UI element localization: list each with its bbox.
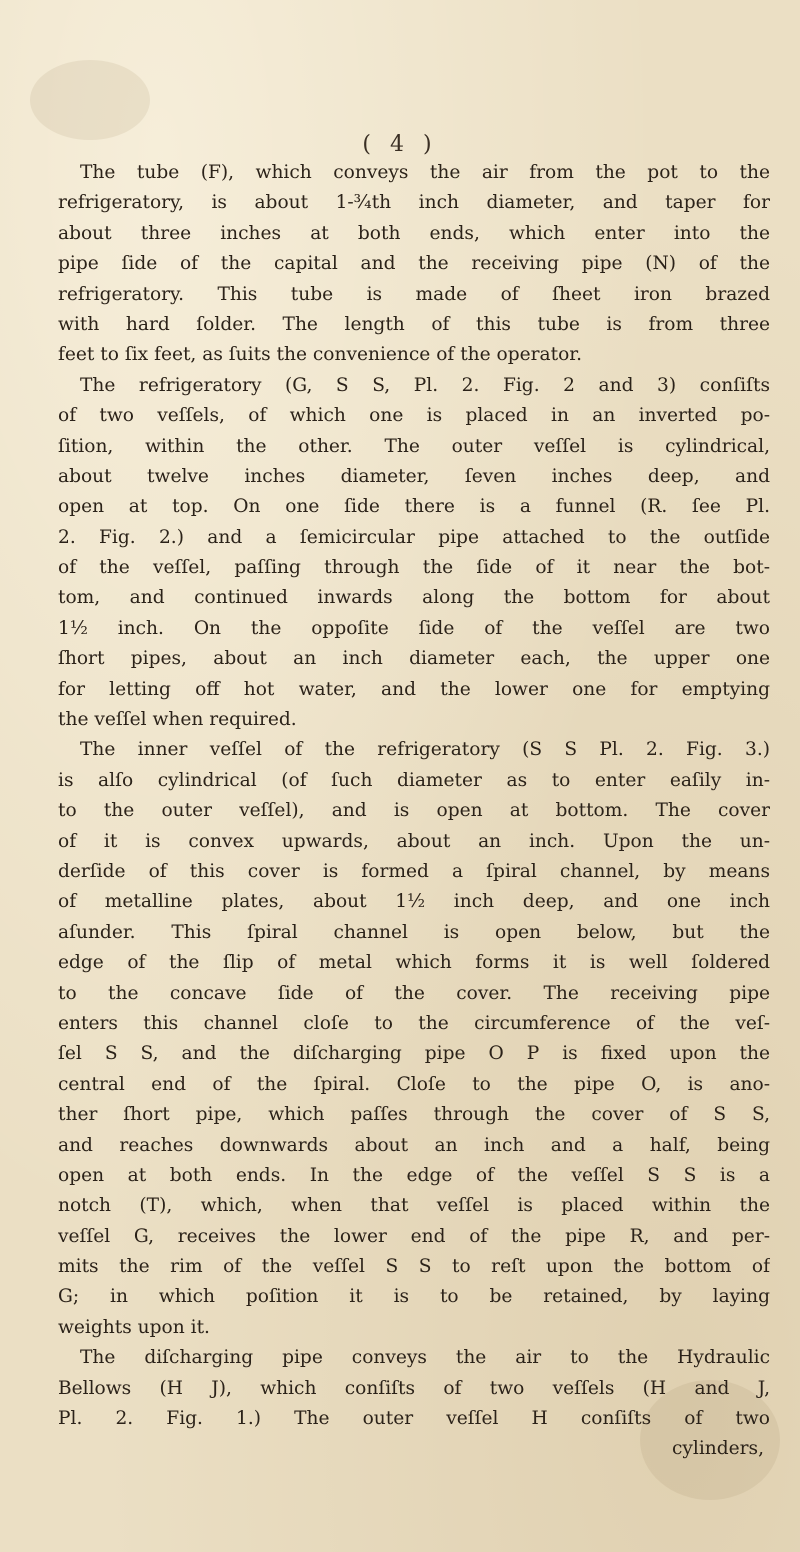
text-line: about twelve inches diameter, ſeven inches deep, and [58, 465, 770, 487]
text-line: central end of the ſpiral. Cloſe to the pipe O, is ano- [58, 1073, 770, 1095]
text-line: G; in which poſition it is to be retained, by laying [58, 1286, 770, 1308]
paper-stain [30, 60, 150, 140]
text-line: veſſel G, receives the lower end of the pipe R, and per- [58, 1225, 770, 1247]
text-line: weights upon it. [58, 1316, 210, 1338]
text-line: tom, and continued inwards along the bottom for about [58, 587, 770, 609]
text-line: enters this channel cloſe to the circumference of the veſ- [58, 1012, 770, 1034]
text-line: of metalline plates, about 1½ inch deep, and one inch [58, 891, 770, 913]
text-line: open at top. On one ſide there is a funnel (R. ſee Pl. [58, 496, 770, 518]
text-line: mits the rim of the veſſel S S to reſt upon the bottom of [58, 1256, 770, 1278]
text-line: notch (T), which, when that veſſel is placed within the [58, 1195, 770, 1217]
text-line: Bellows (H J), which conſiſts of two veſſels (H and J, [58, 1377, 770, 1399]
text-line: is alſo cylindrical (of ſuch diameter as to enter eaſily in- [58, 769, 770, 791]
text-line: edge of the ſlip of metal which forms it is well ſoldered [58, 952, 770, 974]
text-line: about three inches at both ends, which enter into the [58, 222, 770, 244]
text-line: The inner veſſel of the refrigeratory (S S Pl. 2. Fig. 3.) [80, 739, 770, 761]
text-line: 1½ inch. On the oppoſite ſide of the veſſel are two [58, 617, 770, 639]
text-line: aſunder. This ſpiral channel is open below, but the [58, 921, 770, 943]
text-line: feet to ſix feet, as ſuits the convenience of the operator. [58, 344, 583, 366]
text-line: of the veſſel, paſſing through the ſide of it near the bot- [58, 557, 770, 579]
text-line: ſition, within the other. The outer veſſel is cylindrical, [58, 435, 770, 457]
text-line: for letting off hot water, and the lower one for emptying [58, 678, 770, 700]
text-line: ther ſhort pipe, which paſſes through the cover of S S, [58, 1104, 770, 1126]
text-line: Pl. 2. Fig. 1.) The outer veſſel H conſiſts of two [58, 1408, 770, 1430]
text-line: and reaches downwards about an inch and a half, being [58, 1134, 770, 1156]
text-line: derſide of this cover is formed a ſpiral channel, by means [58, 860, 770, 882]
text-line: The refrigeratory (G, S S, Pl. 2. Fig. 2 and 3) conſiſts [80, 374, 770, 396]
text-line: ſel S S, and the diſcharging pipe O P is fixed upon the [58, 1043, 770, 1065]
text-line: open at both ends. In the edge of the veſſel S S is a [58, 1164, 770, 1186]
text-line: to the concave ſide of the cover. The receiving pipe [58, 982, 770, 1004]
text-line: The diſcharging pipe conveys the air to the Hydraulic [80, 1347, 770, 1369]
text-line: the veſſel when required. [58, 709, 297, 731]
text-line: with hard ſolder. The length of this tube is from three [58, 313, 770, 335]
body-text [58, 158, 770, 1465]
text-line: refrigeratory, is about 1-¾th inch diameter, and taper for [58, 192, 770, 214]
text-line: ſhort pipes, about an inch diameter each, the upper one [58, 648, 770, 670]
text-line: of it is convex upwards, about an inch. Upon the un- [58, 830, 770, 852]
catchword: cylinders, [671, 1438, 764, 1460]
text-line: to the outer veſſel), and is open at bottom. The cover [58, 800, 770, 822]
text-line: of two veſſels, of which one is placed in an inverted po- [58, 405, 770, 427]
text-line: refrigeratory. This tube is made of ſheet iron brazed [58, 283, 770, 305]
text-line: The tube (F), which conveys the air from the pot to the [80, 162, 770, 183]
text-line: pipe ſide of the capital and the receiving pipe (N) of the [58, 253, 770, 275]
page-number: ( 4 ) [362, 132, 438, 157]
text-line: 2. Fig. 2.) and a ſemicircular pipe attached to the outſide [58, 526, 770, 548]
